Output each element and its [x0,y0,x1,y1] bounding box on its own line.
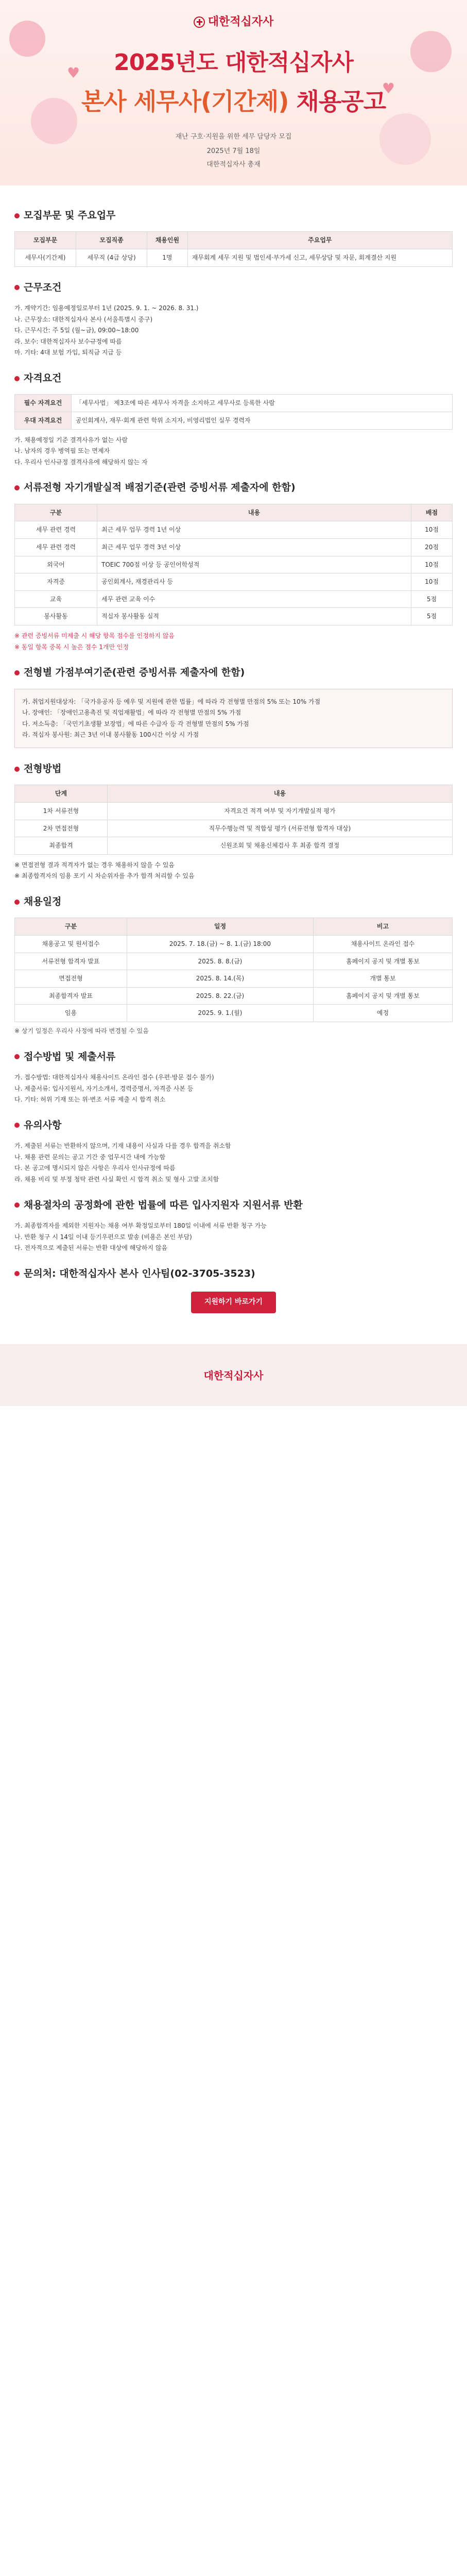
flower-decoration [9,21,45,57]
list-item: 다. 근무시간: 주 5일 (월~금), 09:00~18:00 [14,327,139,334]
content [0,185,467,1329]
list-item: 마. 기타: 4대 보험 가입, 퇴직금 지급 등 [14,349,122,357]
bonus-box [14,689,453,748]
col-header: 내용 [97,504,411,521]
section-title-text: 접수방법 및 제출서류 [24,1050,116,1062]
method-notes [14,860,453,881]
table-row [15,820,453,837]
section-title [14,761,453,779]
col-header: 배점 [411,504,453,521]
list-item: 나. 근무장소: 대한적십자사 본사 (서울특별시 중구) [14,315,153,323]
section-method [14,761,453,881]
section-title [14,1118,453,1136]
bullet-icon [14,485,20,490]
table-row [15,521,453,539]
section-title-text: 자격요건 [24,372,62,384]
cell: 2025. 8. 22.(금) [127,987,313,1005]
table-row [15,412,453,430]
bullet-icon [14,1123,20,1128]
col-header: 채용인원 [147,232,188,249]
section-title-text: 유의사항 [24,1119,62,1131]
section-title [14,1049,453,1067]
heart-icon: ♥ [382,80,395,97]
list-item: 다. 우리사 인사규정 결격사유에 해당하지 않는 자 [14,458,148,466]
col-header: 일정 [127,918,313,936]
section-schedule [14,894,453,1036]
table-row [15,953,453,970]
bullet-icon [14,900,20,905]
row-header: 필수 자격요건 [15,395,72,412]
col-header: 단계 [15,785,108,803]
section-title [14,371,453,389]
cell: 세무사(기간제) [15,249,76,267]
cell: 개별 통보 [313,970,452,988]
section-contact [14,1266,453,1313]
section-title [14,480,453,498]
table-row [15,803,453,820]
scoring-notes [14,631,453,652]
apply-button[interactable]: 지원하기 바로가기 [191,1292,276,1313]
cell: 홈페이지 공지 및 개별 통보 [313,953,452,970]
table-row [15,1005,453,1022]
cell: 최종합격자 발표 [15,987,127,1005]
cell: 직무수행능력 및 적합성 평가 (서류전형 합격자 대상) [108,820,453,837]
recruit-table [14,231,453,266]
section-title-text: 서류전형 자기개발실적 배점기준(관련 증빙서류 제출자에 한함) [24,482,296,494]
list-item: 가. 취업지원대상자: 「국가유공자 등 예우 및 지원에 관한 법률」에 따라 각 전형별 만점의 5% 또는 10% 가점 [22,698,321,705]
logo-text: 대한적십자사 [207,15,274,28]
announce-date: 2025년 7월 18일 [206,147,261,155]
section-conditions [14,280,453,358]
list-item: ※ 동일 항목 중복 시 높은 점수 1개만 인정 [14,643,129,651]
section-recruit [14,208,453,267]
col-header: 모집직종 [76,232,147,249]
qualification-notes [14,435,453,467]
section-title [14,894,453,912]
cell: 세무 관련 교육 이수 [97,590,411,608]
cell: 자격증 [15,573,97,591]
conditions-list [14,303,453,358]
section-title [14,1198,453,1216]
cell: 교육 [15,590,97,608]
cell: 세무 관련 경력 [15,539,97,556]
heart-icon: ♥ [67,64,80,81]
col-header: 주요업무 [187,232,452,249]
list-item: 가. 접수방법: 대한적십자사 채용사이트 온라인 접수 (우편·방문 접수 불가) [14,1074,214,1081]
table-row [15,556,453,573]
cell: 5점 [411,590,453,608]
row-header: 우대 자격요건 [15,412,72,430]
cell: 홈페이지 공지 및 개별 통보 [313,987,452,1005]
table-row [15,987,453,1005]
col-header: 구분 [15,918,127,936]
section-title-text: 채용절차의 공정화에 관한 법률에 따른 입사지원자 지원서류 반환 [24,1199,303,1211]
cell: 채용공고 및 원서접수 [15,936,127,953]
col-header: 내용 [108,785,453,803]
return-list [14,1221,453,1253]
bullet-icon [14,767,20,772]
list-item: ※ 최종합격자의 임용 포기 시 차순위자를 추가 합격 처리할 수 있음 [14,872,195,880]
cell: 5점 [411,608,453,625]
bullet-icon [14,1271,20,1276]
section-bonus [14,665,453,748]
header-banner [0,0,467,185]
list-item: 다. 기타: 허위 기재 또는 위·변조 서류 제출 시 합격 취소 [14,1096,166,1104]
cell: 최근 세무 업무 경력 3년 이상 [97,539,411,556]
list-item: ※ 관련 증빙서류 미제출 시 해당 항목 점수를 인정하지 않음 [14,632,175,640]
list-item: 나. 반환 청구 시 14일 이내 등기우편으로 발송 (비용은 본인 부담) [14,1233,192,1241]
list-item: 나. 채용 관련 문의는 공고 기간 중 업무시간 내에 가능함 [14,1153,166,1161]
list-item: 나. 남자의 경우 병역필 또는 면제자 [14,447,110,455]
flower-decoration [379,113,431,165]
title-highlight: 본사 세무사(기간제) [81,88,289,116]
table-row [15,573,453,591]
method-table [14,785,453,854]
table-row [15,608,453,625]
cell: 적십자 봉사활동 실적 [97,608,411,625]
title-rest: 채용공고 [288,88,386,116]
cell: 20점 [411,539,453,556]
list-item: 가. 제출된 서류는 반환하지 않으며, 기재 내용이 사실과 다를 경우 합격을 취소함 [14,1142,231,1150]
subtitle: 재난 구호·지원을 위한 세무 담당자 모집 [175,132,292,141]
schedule-table [14,918,453,1022]
section-title-text: 전형별 가점부여기준(관련 증빙서류 제출자에 한함) [24,667,245,679]
table-row [15,249,453,267]
list-item: 나. 제출서류: 입사지원서, 자기소개서, 경력증명서, 자격증 사본 등 [14,1084,194,1092]
bullet-icon [14,1054,20,1059]
contact-title: 문의처: 대한적십자사 본사 인사팀(02-3705-3523) [24,1267,255,1279]
bullet-icon [14,285,20,290]
table-row [15,936,453,953]
cell: 2025. 8. 14.(목) [127,970,313,988]
section-title [14,1266,453,1284]
section-title [14,280,453,298]
table-row [15,837,453,855]
list-item: ※ 면접전형 결과 적격자가 없는 경우 채용하지 않을 수 있음 [14,861,175,869]
cell: 1차 서류전형 [15,803,108,820]
section-title-text: 모집부문 및 주요업무 [24,210,116,221]
section-qualification [14,371,453,467]
cell: 세무 관련 경력 [15,521,97,539]
cell: 예정 [313,1005,452,1022]
cell: 2025. 7. 18.(금) ~ 8. 1.(금) 18:00 [127,936,313,953]
bullet-icon [14,1202,20,1208]
cell: 10점 [411,521,453,539]
cell: 최근 세무 업무 경력 1년 이상 [97,521,411,539]
schedule-note: ※ 상기 일정은 우리사 사정에 따라 변경될 수 있음 [14,1027,149,1035]
redcross-icon [194,16,205,28]
cell: 10점 [411,573,453,591]
footer-logo: 대한적십자사 [203,1369,264,1382]
section-notice [14,1118,453,1184]
list-item: 다. 본 공고에 명시되지 않은 사항은 우리사 인사규정에 따름 [14,1164,176,1172]
col-header: 비고 [313,918,452,936]
bullet-icon [14,376,20,381]
qualification-table [14,394,453,429]
section-scoring [14,480,453,652]
cell: 공인회계사, 재무·회계 관련 학위 소지자, 비영리법인 실무 경력자 [72,412,453,430]
cell: 외국어 [15,556,97,573]
announce-org: 대한적십자사 총재 [206,160,261,168]
notice-list [14,1141,453,1184]
cell: 재무회계 세무 지원 및 법인세·부가세 신고, 세무상담 및 자문, 회계결산 지원 [187,249,452,267]
cell: 채용사이트 온라인 접수 [313,936,452,953]
cell: TOEIC 700점 이상 등 공인어학성적 [97,556,411,573]
bullet-icon [14,670,20,675]
section-title [14,208,453,226]
cell: 공인회계사, 재경관리사 등 [97,573,411,591]
bullet-icon [14,213,20,218]
cell: 2025. 9. 1.(월) [127,1005,313,1022]
section-title-text: 전형방법 [24,763,62,775]
table-row [15,395,453,412]
section-title [14,665,453,683]
list-item: 다. 전자적으로 제출된 서류는 반환 대상에 해당하지 않음 [14,1244,168,1252]
list-item: 가. 계약기간: 임용예정일로부터 1년 (2025. 9. 1. ~ 2026. 8. 31.) [14,304,199,312]
cell: 2025. 8. 8.(금) [127,953,313,970]
cell: 10점 [411,556,453,573]
table-row [15,590,453,608]
list-item: 가. 채용예정일 기준 결격사유가 없는 사람 [14,436,128,444]
footer [0,1344,467,1406]
section-return [14,1198,453,1253]
col-header: 구분 [15,504,97,521]
cell: 서류전형 합격자 발표 [15,953,127,970]
section-application [14,1049,453,1105]
cell: 1명 [147,249,188,267]
cell: 신원조회 및 채용신체검사 후 최종 합격 결정 [108,837,453,855]
table-row [15,539,453,556]
cell: 면접전형 [15,970,127,988]
title-line1: 2025년도 대한적십자사 [114,49,353,76]
cell: 2차 면접전형 [15,820,108,837]
list-item: 라. 채용 비리 및 부정 청탁 관련 사실 확인 시 합격 취소 및 형사 고발 조치함 [14,1176,219,1183]
section-title-text: 근무조건 [24,281,62,293]
flower-decoration [31,98,77,144]
list-item: 라. 보수: 대한적십자사 보수규정에 따름 [14,337,122,345]
cell: 임용 [15,1005,127,1022]
list-item: 나. 장애인: 「장애인고용촉진 및 직업재활법」에 따라 각 전형별 만점의 5% 가점 [22,709,241,717]
scoring-table [14,504,453,625]
cell: 세무직 (4급 상당) [76,249,147,267]
cell: 자격요건 적격 여부 및 자기개발실적 평가 [108,803,453,820]
application-list [14,1073,453,1105]
cell: 봉사활동 [15,608,97,625]
section-title-text: 채용일정 [24,896,62,908]
logo [0,0,467,31]
list-item: 라. 적십자 봉사원: 최근 3년 이내 봉사활동 100시간 이상 시 가점 [22,731,199,739]
cell: 최종합격 [15,837,108,855]
col-header: 모집부문 [15,232,76,249]
table-row [15,970,453,988]
flower-decoration [410,31,452,72]
list-item: 가. 최종합격자를 제외한 지원자는 채용 여부 확정일로부터 180일 이내에 서류 반환 청구 가능 [14,1222,267,1230]
list-item: 다. 저소득층: 「국민기초생활 보장법」에 따른 수급자 등 각 전형별 만점의 5% 가점 [22,720,249,727]
cell: 「세무사법」 제3조에 따른 세무사 자격을 소지하고 세무사로 등록한 사람 [72,395,453,412]
